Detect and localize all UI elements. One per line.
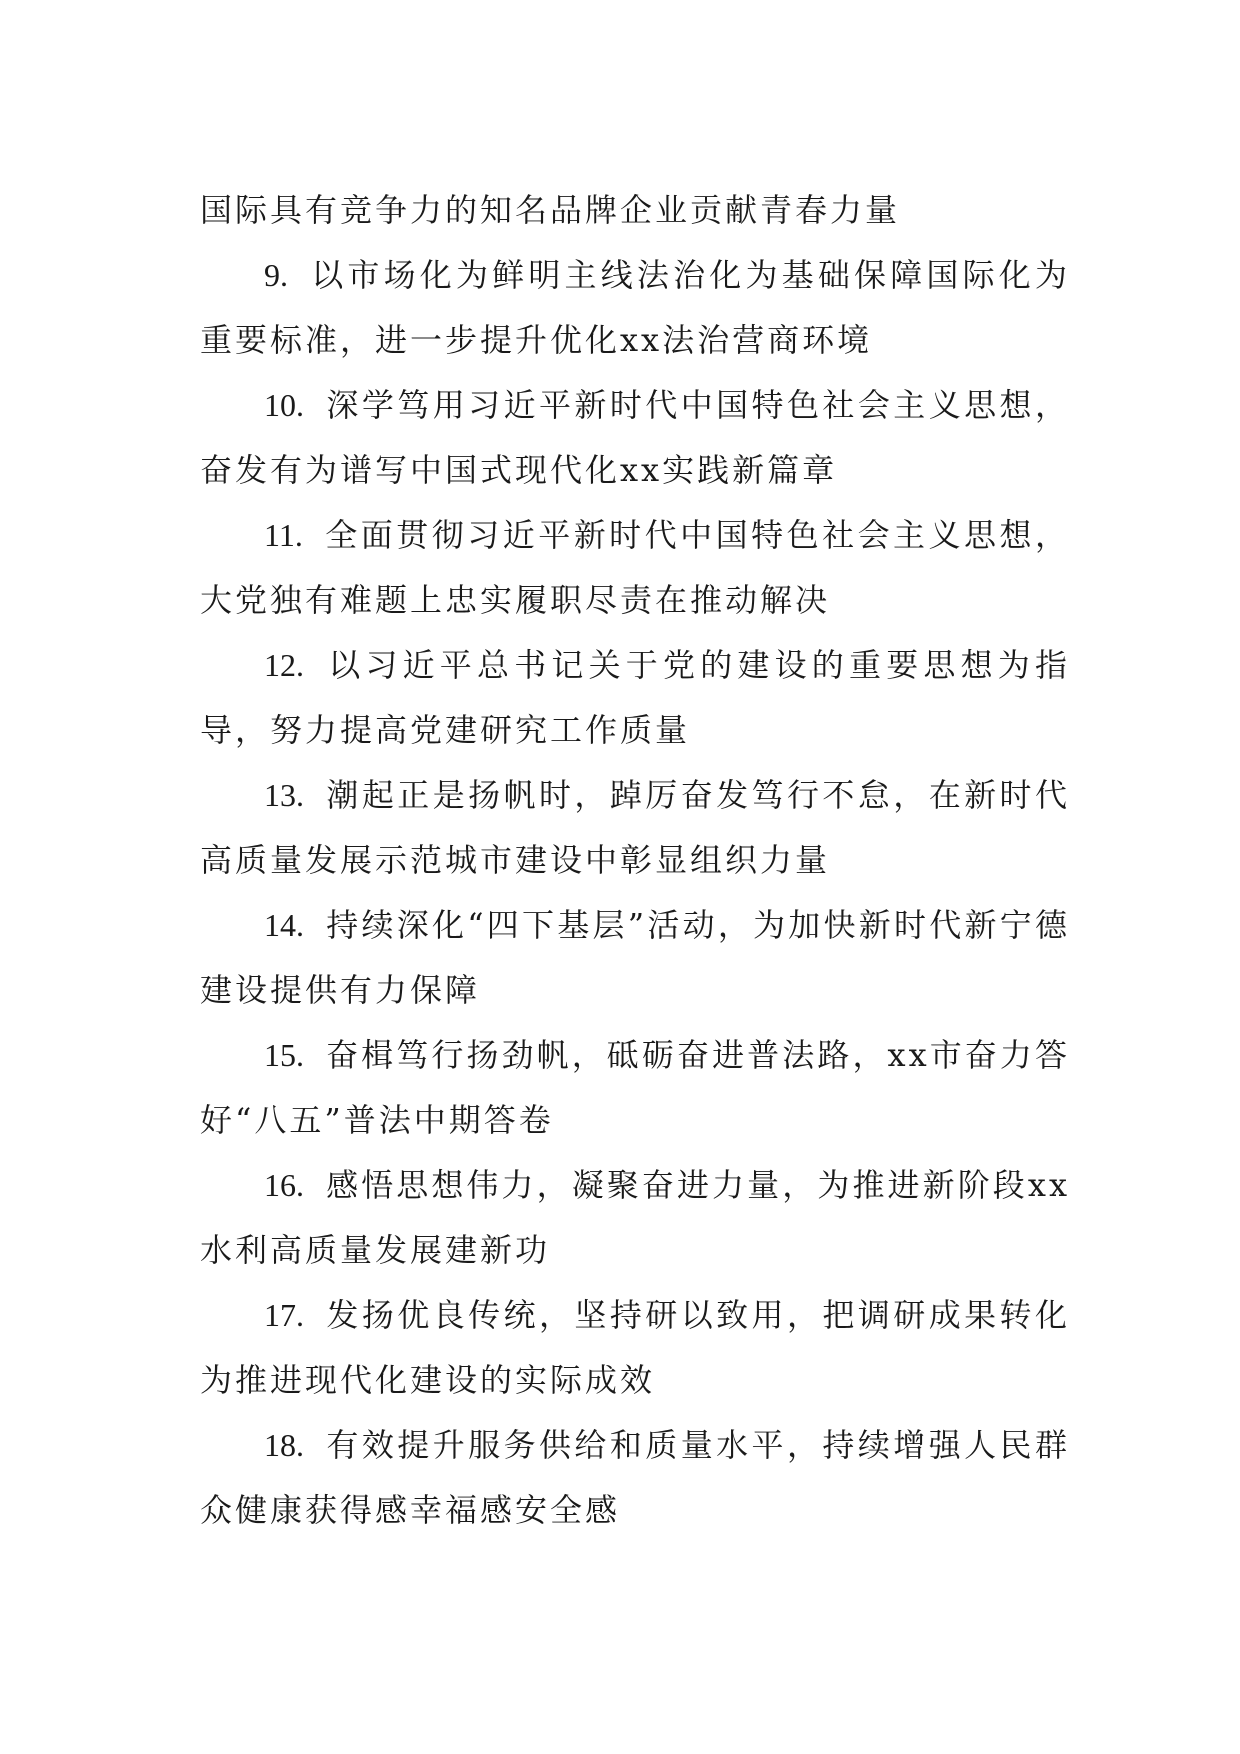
list-item — [200, 633, 1070, 763]
item-text: 持续深化“四下基层”活动，为加快新时代新宁德建设提供有力保障 — [200, 906, 1070, 1009]
item-text: 感悟思想伟力，凝聚奋进力量，为推进新阶段xx水利高质量发展建新功 — [200, 1166, 1070, 1269]
document-body — [200, 178, 1070, 1543]
item-text: 发扬优良传统，坚持研以致用，把调研成果转化为推进现代化建设的实际成效 — [200, 1296, 1070, 1399]
item-text: 以市场化为鲜明主线法治化为基础保障国际化为重要标准，进一步提升优化xx法治营商环境 — [200, 256, 1070, 359]
item-text: 有效提升服务供给和质量水平，持续增强人民群众健康获得感幸福感安全感 — [200, 1426, 1070, 1529]
item-number: 12. — [264, 647, 304, 683]
list-item — [200, 1023, 1070, 1153]
list-item — [200, 243, 1070, 373]
item-text: 奋楫笃行扬劲帆，砥砺奋进普法路，xx市奋力答好“八五”普法中期答卷 — [200, 1036, 1070, 1139]
item-number: 10. — [264, 387, 304, 423]
item-number: 16. — [264, 1167, 304, 1203]
item-number: 13. — [264, 777, 304, 813]
item-number: 9. — [264, 257, 288, 293]
item-text: 深学笃用习近平新时代中国特色社会主义思想，奋发有为谱写中国式现代化xx实践新篇章 — [200, 386, 1070, 489]
item-text: 潮起正是扬帆时，踔厉奋发笃行不怠，在新时代高质量发展示范城市建设中彰显组织力量 — [200, 776, 1070, 879]
item-number: 14. — [264, 907, 304, 943]
item-text: 以习近平总书记关于党的建设的重要思想为指导，努力提高党建研究工作质量 — [200, 646, 1070, 749]
item-number: 18. — [264, 1427, 304, 1463]
item-number: 17. — [264, 1297, 304, 1333]
continued-paragraph: 国际具有竞争力的知名品牌企业贡献青春力量 — [200, 191, 901, 229]
list-item — [200, 893, 1070, 1023]
item-number: 11. — [264, 517, 303, 553]
list-item — [200, 1153, 1070, 1283]
item-number: 15. — [264, 1037, 304, 1073]
item-text: 全面贯彻习近平新时代中国特色社会主义思想，大党独有难题上忠实履职尽责在推动解决 — [200, 516, 1070, 619]
list-item — [200, 503, 1070, 633]
list-item — [200, 1283, 1070, 1413]
list-item — [200, 763, 1070, 893]
list-item — [200, 373, 1070, 503]
list-item — [200, 1413, 1070, 1543]
